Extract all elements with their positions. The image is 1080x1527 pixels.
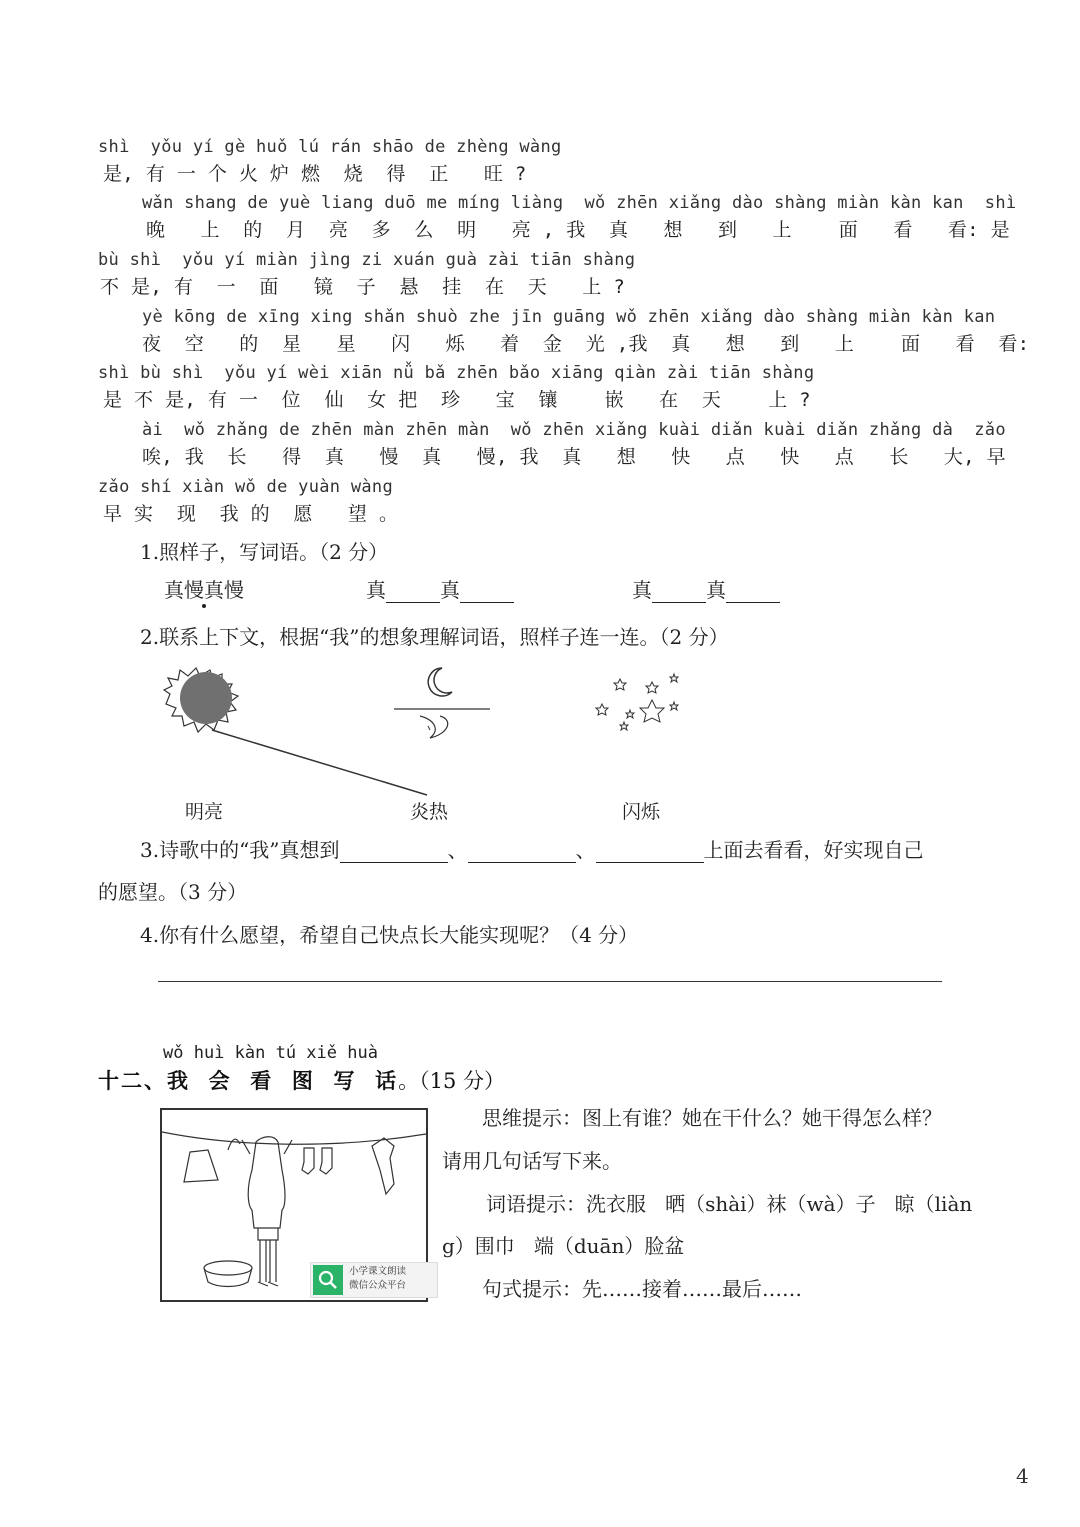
section-12-pinyin: wǒ huì kàn tú xiě huà xyxy=(163,1043,378,1063)
section-12-number: 十二、 xyxy=(98,1068,167,1093)
passage-text-2: 晚 上 的 月 亮 多 么 明 亮 , 我 真 想 到 上 面 看 看: 是 xyxy=(146,219,1010,241)
passage-pinyin-7: zǎo shí xiàn wǒ de yuàn wàng xyxy=(98,477,393,497)
passage-pinyin-1: shì yǒu yí gè huǒ lú rán shāo de zhèng wàng xyxy=(98,137,562,157)
q3-sep: 、 xyxy=(575,838,596,862)
section-12-title: 我 会 看 图 写 话 xyxy=(167,1068,399,1093)
passage-text-4: 夜 空 的 星 星 闪 烁 着 金 光 ,我 真 想 到 上 面 看 看: xyxy=(142,333,1030,355)
hint-think-2: 请用几句话写下来。 xyxy=(442,1149,622,1173)
question-2-text: 2.联系上下文，根据“我”的想象理解词语，照样子连一连。（2 分） xyxy=(140,625,729,649)
hint-think: 思维提示：图上有谁？她在干什么？她干得怎么样？ xyxy=(482,1106,942,1130)
word-bright[interactable]: 明亮 xyxy=(185,801,224,823)
q1-blank-group-1 xyxy=(366,574,514,603)
section-12-heading xyxy=(98,1065,505,1095)
q3-blank-2[interactable] xyxy=(468,840,576,863)
question-4-text: 4.你有什么愿望，希望自己快点长大能实现呢？（4 分） xyxy=(140,923,639,947)
q1-blank[interactable] xyxy=(726,580,780,603)
watermark-badge xyxy=(310,1262,438,1298)
q3-text-b: 上面去看看，好实现自己 xyxy=(703,838,924,862)
passage-text-5: 是 不 是, 有 一 位 仙 女 把 珍 宝 镶 嵌 在 天 上 ? xyxy=(103,389,811,411)
search-icon xyxy=(313,1265,343,1295)
passage-pinyin-3: bù shì yǒu yí miàn jìng zi xuán guà zài tiān shàng xyxy=(98,250,636,270)
q1-char: 真 xyxy=(440,578,460,602)
watermark-line-2: 微信公众平台 xyxy=(349,1280,407,1291)
q3-text-a: 3.诗歌中的“我”真想到 xyxy=(140,838,340,862)
question-1-text: 1.照样子，写词语。（2 分） xyxy=(140,540,389,564)
passage-text-3: 不 是, 有 一 面 镜 子 悬 挂 在 天 上 ? xyxy=(100,276,626,298)
passage-pinyin-5: shì bù shì yǒu yí wèi xiān nǚ bǎ zhēn bǎo xiāng qiàn zài tiān shàng xyxy=(98,363,815,383)
question-3-line2: 的愿望。（3 分） xyxy=(98,880,248,904)
q1-blank-group-2 xyxy=(632,574,780,603)
q1-char: 真 xyxy=(706,578,726,602)
question-3-line1 xyxy=(140,834,924,863)
section-12-score: 。（15 分） xyxy=(398,1069,506,1093)
q1-example-word: 真慢真慢 xyxy=(164,578,244,602)
q1-blank[interactable] xyxy=(652,580,706,603)
watermark-line-1: 小学课文朗读 xyxy=(349,1266,407,1277)
page-number: 4 xyxy=(1016,1464,1029,1488)
q3-blank-1[interactable] xyxy=(340,840,448,863)
hint-words-2: g）围巾 端（duān）脸盆 xyxy=(442,1234,685,1258)
q1-char: 真 xyxy=(632,578,652,602)
hint-sentence: 句式提示：先……接着……最后…… xyxy=(482,1277,802,1301)
connection-line xyxy=(205,725,435,800)
passage-text-7: 早 实 现 我 的 愿 望 。 xyxy=(103,503,399,525)
q4-answer-line[interactable] xyxy=(158,981,942,982)
word-twinkle[interactable]: 闪烁 xyxy=(622,801,661,823)
passage-text-6: 唉, 我 长 得 真 慢 真 慢, 我 真 想 快 点 快 点 长 大, 早 xyxy=(142,446,1006,468)
q3-blank-3[interactable] xyxy=(596,840,704,863)
q1-example xyxy=(164,574,244,603)
passage-pinyin-4: yè kōng de xīng xing shǎn shuò zhe jīn guāng wǒ zhēn xiǎng dào shàng miàn kàn kan xyxy=(142,307,996,327)
q1-char: 真 xyxy=(366,578,386,602)
passage-pinyin-6: ài wǒ zhǎng de zhēn màn zhēn màn wǒ zhēn xiǎng kuài diǎn kuài diǎn zhǎng dà zǎo xyxy=(142,420,1006,440)
q3-sep: 、 xyxy=(447,838,468,862)
hint-words: 词语提示：洗衣服 晒（shài）袜（wà）子 晾（liàn xyxy=(486,1192,973,1216)
stars-illustration xyxy=(590,670,690,740)
word-hot[interactable]: 炎热 xyxy=(410,801,449,823)
q1-blank[interactable] xyxy=(386,580,440,603)
watermark-text xyxy=(349,1265,406,1293)
passage-pinyin-2: wǎn shang de yuè liang duō me míng liàng wǒ zhēn xiǎng dào shàng miàn kàn kan shì xyxy=(142,193,1017,213)
q1-blank[interactable] xyxy=(460,580,514,603)
passage-text-1: 是, 有 一 个 火 炉 燃 烧 得 正 旺 ? xyxy=(103,163,527,185)
